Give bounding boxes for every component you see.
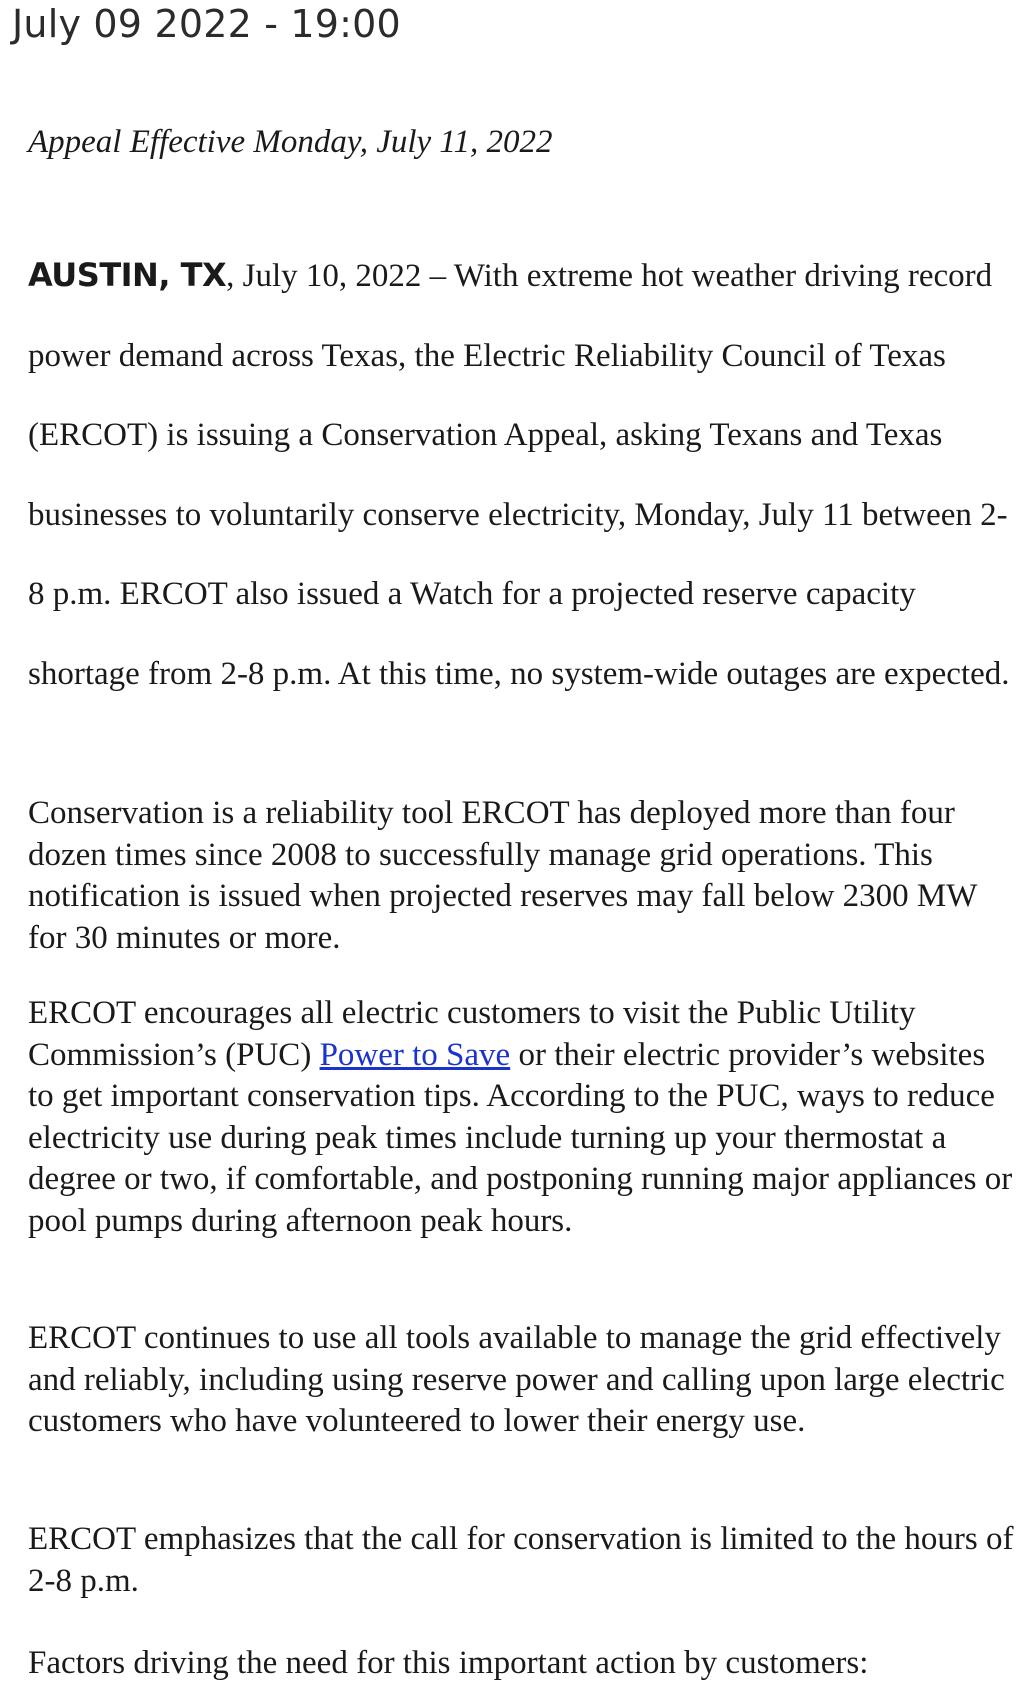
paragraph-puc-tips-after: or their electric provider’s websites to get important conservation tips. According to the PUC, ways to reduce electricity use during peak times include turning up your thermostat a degree or two, if comfortable, and postponing running major appliances or pool pumps during afternoon peak hours. [28, 1036, 1013, 1239]
timestamp-header: July 09 2022 - 19:00 [12, 2, 401, 46]
effective-date-line: Appeal Effective Monday, July 11, 2022 [28, 124, 553, 160]
lead-paragraph-text: , July 10, 2022 – With extreme hot weather driving record power demand across Texas, the Electric Reliability Council of Texas (ERCOT) is issuing a Conservation Appeal, asking Texans and Texas businesses to voluntarily conserve electricity, Monday, July 11 between 2-8 p.m. ERCOT also issued a Watch for a projected reserve capacity shortage from 2-8 p.m. At this time, no system-wide outages are expected. [28, 258, 1010, 692]
paragraph-puc-tips [28, 993, 1018, 1242]
paragraph-puc-tips-before: ERCOT encourages all electric customers to visit the Public Utility Commission’s (PUC) [28, 995, 916, 1073]
paragraph-grid-tools: ERCOT continues to use all tools available to manage the grid effectively and reliably, including using reserve power and calling upon large electric customers who have volunteered to lower their energy use. [28, 1320, 1005, 1439]
lead-paragraph [28, 236, 1018, 714]
power-to-save-link[interactable]: Power to Save [319, 1036, 511, 1073]
paragraph-hours-limit: ERCOT emphasizes that the call for conservation is limited to the hours of 2-8 p.m. [28, 1521, 1014, 1599]
paragraph-conservation-tool: Conservation is a reliability tool ERCOT has deployed more than four dozen times since 2008 to successfully manage grid operations. This notification is issued when projected reserves may fall below 2300 MW for 30 minutes or more. [28, 795, 977, 956]
paragraph-factors: Factors driving the need for this important action by customers: [28, 1645, 869, 1681]
dateline: AUSTIN, TX [28, 256, 227, 294]
